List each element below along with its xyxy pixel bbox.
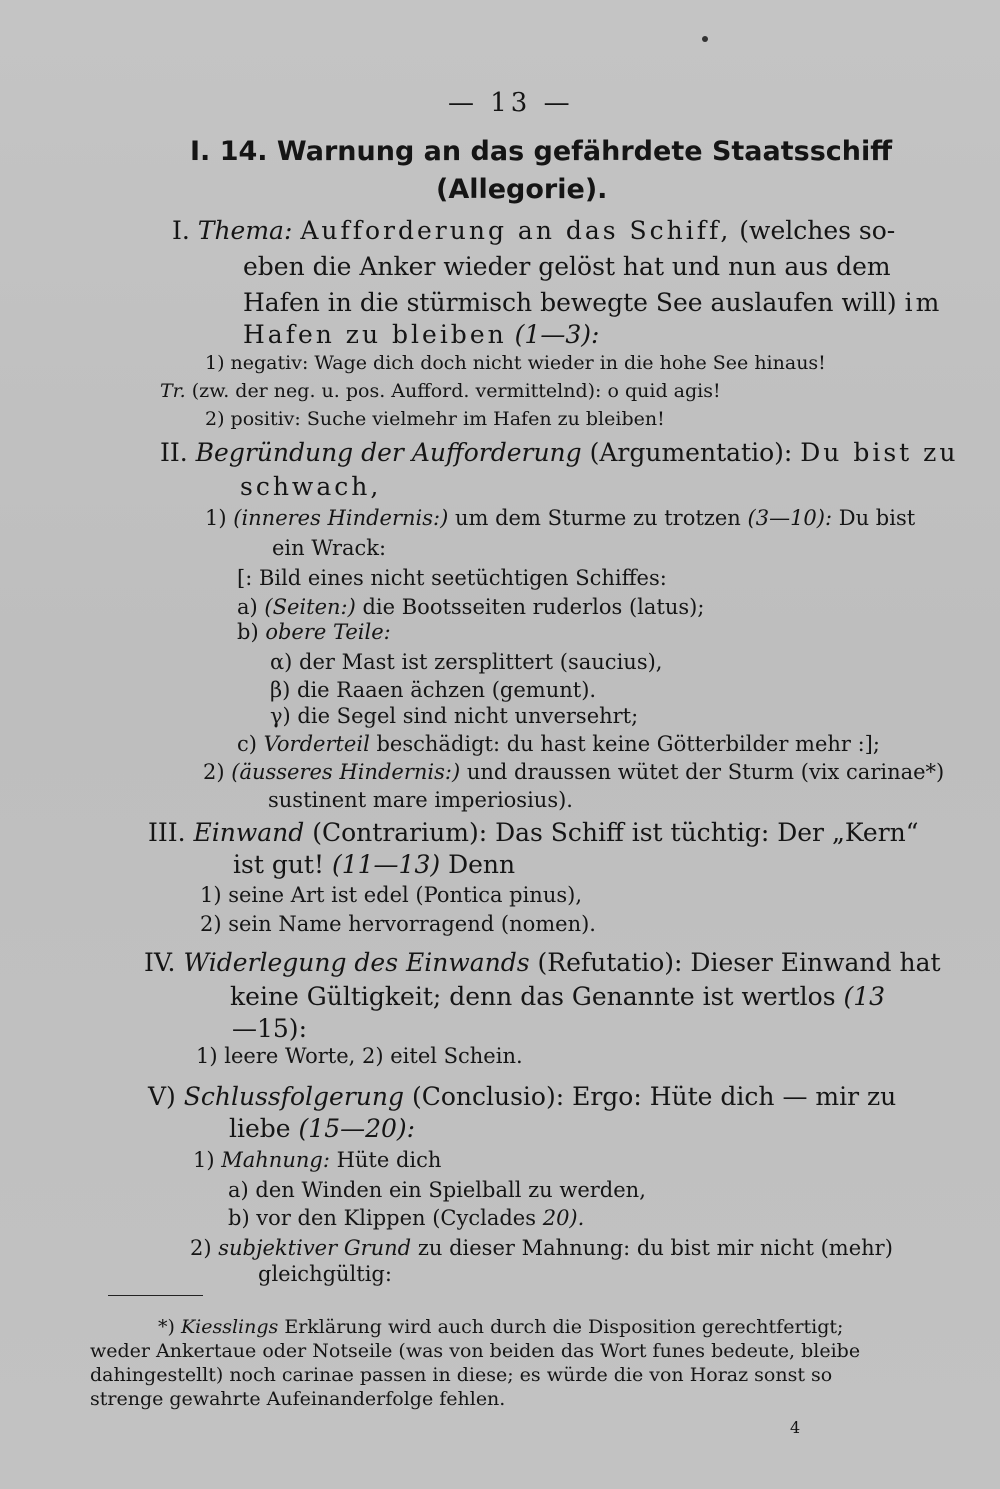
section-5-item-b: b) vor den Klippen (Cyclades 20). xyxy=(228,1206,585,1230)
footnote-line-1: *) Kiesslings Erklärung wird auch durch die Disposition gerechtfertigt; xyxy=(158,1316,844,1338)
section-3-line-2: ist gut! (11—13) Denn xyxy=(233,850,516,879)
section-1-transition: Tr. (zw. der neg. u. pos. Aufford. vermittelnd): o quid agis! xyxy=(160,380,721,402)
section-2-item-alpha: α) der Mast ist zersplittert (saucius), xyxy=(270,650,663,674)
section-3-item-1: 1) seine Art ist edel (Pontica pinus), xyxy=(200,883,582,907)
section-1-line-4: Hafen zu bleiben (1—3): xyxy=(243,320,600,349)
section-2-item-gamma: γ) die Segel sind nicht unversehrt; xyxy=(270,704,639,728)
section-4-line-2: keine Gültigkeit; denn das Genannte ist wertlos (13 xyxy=(230,982,886,1011)
footnote-line-4: strenge gewahrte Aufeinanderfolge fehlen. xyxy=(90,1388,506,1410)
section-5-item-a: a) den Winden ein Spielball zu werden, xyxy=(228,1178,646,1202)
section-4-line-3: —15): xyxy=(232,1014,307,1043)
footnote-line-3: dahingestellt) noch carinae passen in diese; es würde die von Horaz sonst so xyxy=(90,1364,833,1386)
footnote-rule xyxy=(108,1295,203,1296)
section-2-item-2: 2) (äusseres Hindernis:) und draussen wütet der Sturm (vix carinae*) xyxy=(203,760,945,784)
section-1-line-3: Hafen in die stürmisch bewegte See auslaufen will) im xyxy=(243,288,943,317)
page-number: — 13 — xyxy=(448,88,574,118)
ink-speck xyxy=(702,36,708,42)
section-5-line-2: liebe (15—20): xyxy=(229,1114,416,1143)
section-2-item-1: 1) (inneres Hindernis:) um dem Sturme zu trotzen (3—10): Du bist xyxy=(205,506,916,530)
section-2-item-beta: β) die Raaen ächzen (gemunt). xyxy=(270,678,597,702)
section-2-line-2: schwach, xyxy=(240,472,382,501)
section-3-item-2: 2) sein Name hervorragend (nomen). xyxy=(200,912,596,936)
section-3-line-1: III. Einwand (Contrarium): Das Schiff ist tüchtig: Der „Kern“ xyxy=(148,818,919,847)
section-2-item-c: c) Vorderteil beschädigt: du hast keine Götterbilder mehr :]; xyxy=(237,732,880,756)
section-2-item-1-line-2: ein Wrack: xyxy=(272,536,387,560)
section-1-item-2: 2) positiv: Suche vielmehr im Hafen zu bleiben! xyxy=(205,408,665,430)
section-2-bild: [: Bild eines nicht seetüchtigen Schiffes: xyxy=(237,566,667,590)
heading-line-2: (Allegorie). xyxy=(436,174,608,205)
section-4-item: 1) leere Worte, 2) eitel Schein. xyxy=(196,1044,523,1068)
section-2-item-2-line-2: sustinent mare imperiosius). xyxy=(268,788,573,812)
section-1-line-1: I. Thema: Aufforderung an das Schiff, (welches so- xyxy=(172,216,896,245)
section-5-line-1: V) Schlussfolgerung (Conclusio): Ergo: Hüte dich — mir zu xyxy=(148,1082,897,1111)
section-2-item-a: a) (Seiten:) die Bootsseiten ruderlos (latus); xyxy=(237,595,705,619)
section-2-line-1: II. Begründung der Aufforderung (Argumentatio): Du bist zu xyxy=(160,438,959,467)
heading-line-1: I. 14. Warnung an das gefährdete Staatsschiff xyxy=(190,136,893,167)
section-1-line-2: eben die Anker wieder gelöst hat und nun aus dem xyxy=(243,252,891,281)
section-2-item-b: b) obere Teile: xyxy=(237,620,391,644)
footnote-line-2: weder Ankertaue oder Notseile (was von beiden das Wort funes bedeute, bleibe xyxy=(90,1340,861,1362)
section-1-item-1: 1) negativ: Wage dich doch nicht wieder in die hohe See hinaus! xyxy=(205,352,826,374)
signature-mark: 4 xyxy=(790,1418,801,1437)
section-4-line-1: IV. Widerlegung des Einwands (Refutatio): Dieser Einwand hat xyxy=(144,948,941,977)
section-5-item-2-line-2: gleichgültig: xyxy=(258,1262,392,1286)
section-5-item-2: 2) subjektiver Grund zu dieser Mahnung: du bist mir nicht (mehr) xyxy=(190,1236,893,1260)
section-5-item-1: 1) Mahnung: Hüte dich xyxy=(193,1148,442,1172)
